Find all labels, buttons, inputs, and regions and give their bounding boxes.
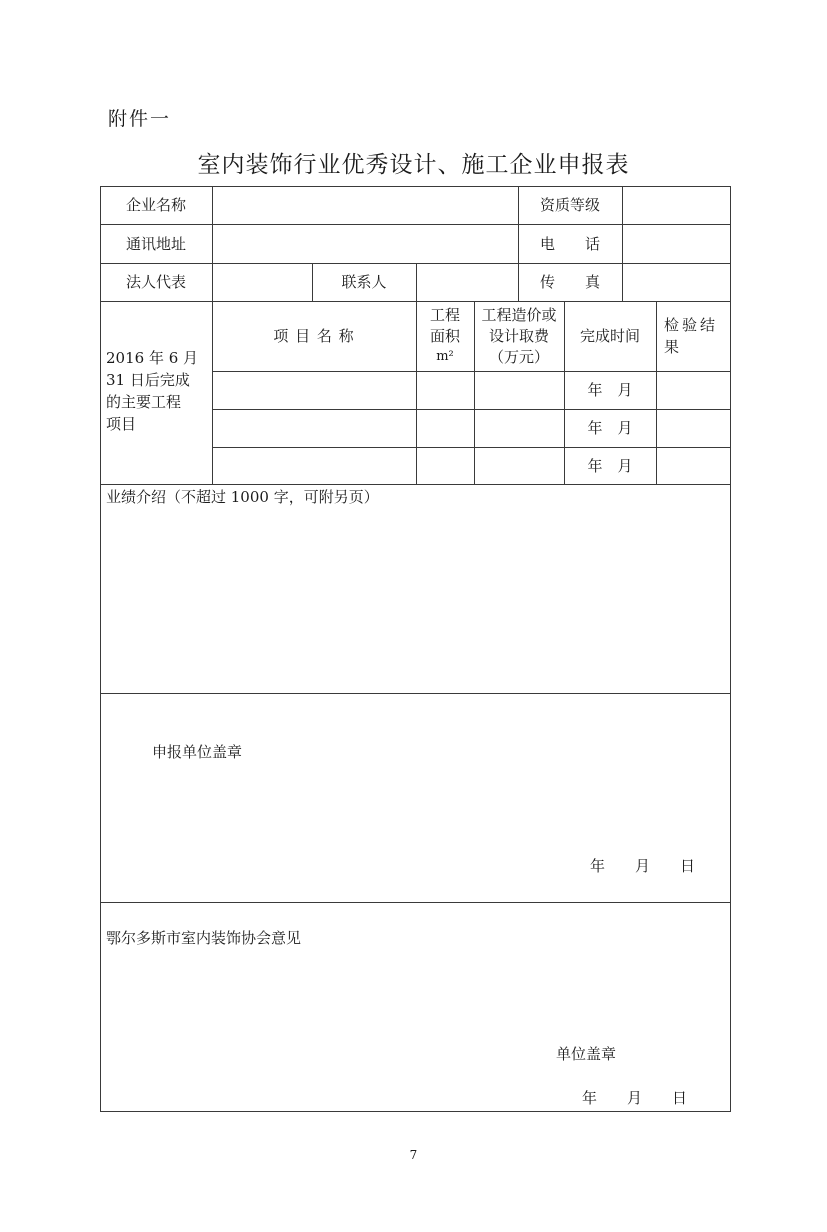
fax-label: 传 真 <box>539 273 600 291</box>
row-divider <box>100 693 731 694</box>
form-border-bottom <box>100 1111 731 1112</box>
address-label: 通讯地址 <box>125 235 186 253</box>
area-unit: m² <box>436 349 454 364</box>
inspection-header-line: 检验结 <box>664 316 719 334</box>
legal-rep-field[interactable] <box>213 264 311 300</box>
attachment-label: 附件一 <box>108 108 172 130</box>
projects-row-label-line: 项目 <box>106 415 137 433</box>
association-opinion-label: 鄂尔多斯市室内装饰协会意见 <box>106 929 302 947</box>
qualification-field[interactable] <box>623 187 729 224</box>
projects-row-label-line: 2016 年 6 月 <box>106 349 199 367</box>
project-name-field[interactable] <box>213 410 415 446</box>
completion-date: 年 月 <box>587 381 633 399</box>
cost-header-line: 设计取费 <box>488 327 549 345</box>
page-number: 7 <box>409 1148 418 1162</box>
area-field[interactable] <box>417 410 473 446</box>
company-name-label: 企业名称 <box>125 196 186 214</box>
projects-row-label-line: 的主要工程 <box>106 393 182 411</box>
inspection-field[interactable] <box>657 372 729 408</box>
project-name-header: 项 目 名 称 <box>273 327 355 345</box>
inspection-header-line: 果 <box>664 338 680 356</box>
legal-rep-label: 法人代表 <box>125 273 186 291</box>
row-divider <box>100 484 731 485</box>
address-field[interactable] <box>213 225 517 262</box>
project-name-field[interactable] <box>213 448 415 483</box>
application-form <box>100 186 731 1112</box>
form-border-right <box>730 186 731 1112</box>
contact-label: 联系人 <box>341 273 387 291</box>
phone-label: 电 话 <box>539 235 600 253</box>
completion-date: 年 月 <box>587 419 633 437</box>
cost-field[interactable] <box>475 410 563 446</box>
projects-row-label-line: 31 日后完成 <box>106 371 190 389</box>
contact-field[interactable] <box>417 264 517 300</box>
cost-header-line: 工程造价或 <box>481 306 557 324</box>
phone-field[interactable] <box>623 225 729 262</box>
form-title: 室内装饰行业优秀设计、施工企业申报表 <box>197 152 630 178</box>
project-name-field[interactable] <box>213 372 415 408</box>
qualification-label: 资质等级 <box>539 196 600 214</box>
achievements-label: 业绩介绍（不超过 1000 字，可附另页） <box>106 488 379 506</box>
cost-header-line: （万元） <box>488 348 549 366</box>
association-opinion-textarea[interactable] <box>102 952 728 1042</box>
association-seal-date: 年 月 日 <box>582 1089 688 1107</box>
row-divider <box>100 902 731 903</box>
company-name-field[interactable] <box>213 187 517 224</box>
area-header-line: 工程 <box>429 306 460 324</box>
fax-field[interactable] <box>623 264 729 300</box>
cost-field[interactable] <box>475 372 563 408</box>
applicant-seal-date: 年 月 日 <box>590 857 696 875</box>
inspection-field[interactable] <box>657 410 729 446</box>
area-header-line: 面积 <box>429 327 460 345</box>
achievements-textarea[interactable] <box>102 510 728 691</box>
inspection-field[interactable] <box>657 448 729 483</box>
association-seal-label: 单位盖章 <box>556 1045 617 1063</box>
area-field[interactable] <box>417 448 473 483</box>
completion-date: 年 月 <box>587 457 633 475</box>
applicant-seal-label: 申报单位盖章 <box>152 743 243 761</box>
cost-field[interactable] <box>475 448 563 483</box>
form-border-left <box>100 186 101 1112</box>
area-field[interactable] <box>417 372 473 408</box>
completion-header: 完成时间 <box>579 327 640 345</box>
